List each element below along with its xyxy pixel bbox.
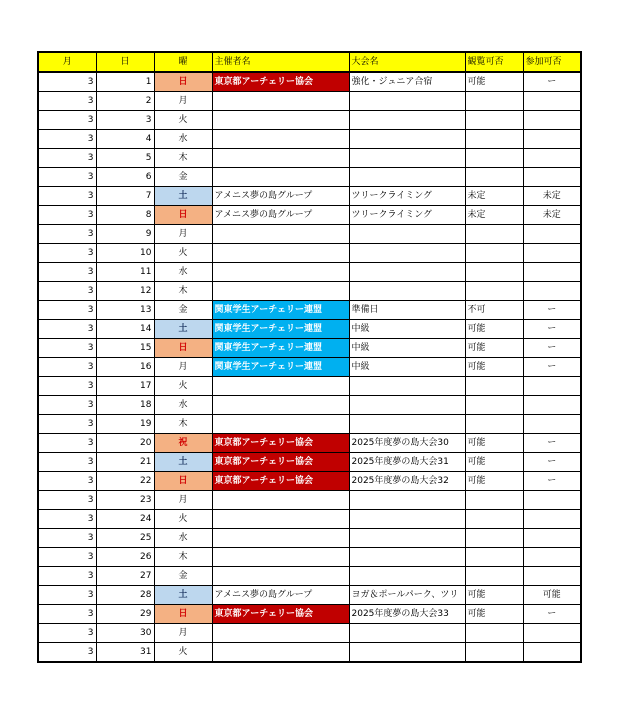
cell-organizer[interactable] (212, 168, 349, 187)
cell-participation[interactable] (523, 624, 581, 643)
cell-participation[interactable] (523, 263, 581, 282)
cell-event[interactable]: 中級 (349, 358, 465, 377)
cell-viewing[interactable] (465, 377, 523, 396)
header-row (38, 52, 581, 72)
cell-viewing[interactable]: 可能 (465, 434, 523, 453)
cell-month[interactable]: 3 (38, 567, 96, 586)
cell-viewing[interactable] (465, 415, 523, 434)
cell-viewing[interactable]: 可能 (465, 586, 523, 605)
cell-month[interactable]: 3 (38, 643, 96, 663)
cell-dow[interactable]: 日 (154, 72, 212, 92)
table-row (38, 263, 581, 282)
cell-viewing[interactable]: 可能 (465, 605, 523, 624)
cell-month[interactable]: 3 (38, 244, 96, 263)
cell-event[interactable]: 中級 (349, 320, 465, 339)
cell-viewing[interactable] (465, 491, 523, 510)
table-row (38, 491, 581, 510)
cell-month[interactable]: 3 (38, 510, 96, 529)
cell-dow[interactable]: 日 (154, 206, 212, 225)
cell-dow[interactable]: 月 (154, 225, 212, 244)
cell-month[interactable]: 3 (38, 282, 96, 301)
cell-day[interactable]: 12 (96, 282, 154, 301)
header-participation[interactable]: 参加可否 (523, 52, 581, 72)
cell-viewing[interactable] (465, 567, 523, 586)
cell-viewing[interactable]: 可能 (465, 453, 523, 472)
cell-dow[interactable]: 金 (154, 301, 212, 320)
cell-organizer[interactable]: 東京都アーチェリー協会 (212, 453, 349, 472)
cell-month[interactable]: 3 (38, 263, 96, 282)
cell-event[interactable] (349, 282, 465, 301)
table-row (38, 282, 581, 301)
cell-organizer[interactable]: 関東学生アーチェリー連盟 (212, 339, 349, 358)
cell-dow[interactable]: 日 (154, 339, 212, 358)
cell-month[interactable]: 3 (38, 605, 96, 624)
cell-event[interactable]: 2025年度夢の島大会32 (349, 472, 465, 491)
cell-dow[interactable]: 金 (154, 168, 212, 187)
cell-viewing[interactable]: 可能 (465, 358, 523, 377)
cell-participation[interactable] (523, 396, 581, 415)
cell-dow[interactable]: 日 (154, 472, 212, 491)
cell-month[interactable]: 3 (38, 92, 96, 111)
event-schedule-table (37, 51, 582, 663)
cell-participation[interactable]: ー (523, 472, 581, 491)
cell-organizer[interactable] (212, 415, 349, 434)
cell-participation[interactable] (523, 415, 581, 434)
cell-event[interactable] (349, 396, 465, 415)
cell-event[interactable] (349, 111, 465, 130)
table-row (38, 301, 581, 320)
cell-dow[interactable]: 月 (154, 358, 212, 377)
table-row (38, 92, 581, 111)
cell-dow[interactable]: 火 (154, 111, 212, 130)
cell-viewing[interactable] (465, 149, 523, 168)
cell-event[interactable] (349, 130, 465, 149)
cell-participation[interactable] (523, 225, 581, 244)
table-row (38, 206, 581, 225)
cell-participation[interactable] (523, 377, 581, 396)
table-row (38, 415, 581, 434)
table-row (38, 187, 581, 206)
cell-dow[interactable]: 水 (154, 396, 212, 415)
cell-dow[interactable]: 火 (154, 377, 212, 396)
cell-dow[interactable]: 木 (154, 415, 212, 434)
cell-organizer[interactable]: 東京都アーチェリー協会 (212, 472, 349, 491)
cell-day[interactable]: 3 (96, 111, 154, 130)
cell-month[interactable]: 3 (38, 491, 96, 510)
cell-day[interactable]: 9 (96, 225, 154, 244)
cell-viewing[interactable] (465, 130, 523, 149)
table-row (38, 149, 581, 168)
cell-month[interactable]: 3 (38, 377, 96, 396)
cell-day[interactable]: 7 (96, 187, 154, 206)
table-row (38, 643, 581, 663)
cell-organizer[interactable] (212, 510, 349, 529)
table-row (38, 586, 581, 605)
table-row (38, 225, 581, 244)
cell-day[interactable]: 8 (96, 206, 154, 225)
cell-organizer[interactable] (212, 244, 349, 263)
cell-month[interactable]: 3 (38, 168, 96, 187)
table-row (38, 529, 581, 548)
cell-month[interactable]: 3 (38, 453, 96, 472)
cell-day[interactable]: 18 (96, 396, 154, 415)
cell-day[interactable]: 30 (96, 624, 154, 643)
cell-month[interactable]: 3 (38, 434, 96, 453)
cell-dow[interactable]: 土 (154, 453, 212, 472)
cell-event[interactable]: 強化・ジュニア合宿 (349, 72, 465, 92)
cell-day[interactable]: 23 (96, 491, 154, 510)
cell-viewing[interactable]: 未定 (465, 187, 523, 206)
cell-participation[interactable]: ー (523, 301, 581, 320)
cell-organizer[interactable]: アメニス夢の島グループ (212, 586, 349, 605)
cell-organizer[interactable]: 関東学生アーチェリー連盟 (212, 358, 349, 377)
cell-event[interactable] (349, 567, 465, 586)
cell-month[interactable]: 3 (38, 130, 96, 149)
cell-month[interactable]: 3 (38, 586, 96, 605)
cell-day[interactable]: 19 (96, 415, 154, 434)
cell-day[interactable]: 22 (96, 472, 154, 491)
cell-month[interactable]: 3 (38, 415, 96, 434)
cell-day[interactable]: 10 (96, 244, 154, 263)
cell-day[interactable]: 27 (96, 567, 154, 586)
cell-day[interactable]: 17 (96, 377, 154, 396)
cell-month[interactable]: 3 (38, 301, 96, 320)
cell-day[interactable]: 2 (96, 92, 154, 111)
cell-dow[interactable]: 土 (154, 586, 212, 605)
cell-day[interactable]: 1 (96, 72, 154, 92)
table-row (38, 72, 581, 92)
cell-organizer[interactable] (212, 225, 349, 244)
cell-organizer[interactable] (212, 396, 349, 415)
cell-event[interactable]: 準備日 (349, 301, 465, 320)
cell-participation[interactable] (523, 149, 581, 168)
cell-month[interactable]: 3 (38, 358, 96, 377)
cell-dow[interactable]: 火 (154, 643, 212, 663)
cell-organizer[interactable] (212, 643, 349, 663)
cell-day[interactable]: 24 (96, 510, 154, 529)
cell-participation[interactable]: ー (523, 339, 581, 358)
cell-participation[interactable]: ー (523, 358, 581, 377)
cell-month[interactable]: 3 (38, 529, 96, 548)
cell-viewing[interactable] (465, 529, 523, 548)
cell-day[interactable]: 25 (96, 529, 154, 548)
table-row (38, 605, 581, 624)
cell-event[interactable]: ツリークライミング (349, 187, 465, 206)
cell-participation[interactable]: 可能 (523, 586, 581, 605)
table-row (38, 472, 581, 491)
cell-dow[interactable]: 土 (154, 187, 212, 206)
table-row (38, 377, 581, 396)
table-row (38, 111, 581, 130)
cell-participation[interactable]: ー (523, 453, 581, 472)
cell-participation[interactable]: 未定 (523, 206, 581, 225)
cell-organizer[interactable]: 関東学生アーチェリー連盟 (212, 320, 349, 339)
cell-viewing[interactable] (465, 643, 523, 663)
cell-participation[interactable] (523, 548, 581, 567)
cell-participation[interactable] (523, 643, 581, 663)
header-event[interactable]: 大会名 (349, 52, 465, 72)
cell-organizer[interactable] (212, 529, 349, 548)
cell-month[interactable]: 3 (38, 339, 96, 358)
cell-participation[interactable] (523, 92, 581, 111)
cell-dow[interactable]: 金 (154, 567, 212, 586)
cell-event[interactable]: 2025年度夢の島大会33 (349, 605, 465, 624)
cell-organizer[interactable] (212, 377, 349, 396)
cell-event[interactable] (349, 225, 465, 244)
cell-day[interactable]: 5 (96, 149, 154, 168)
cell-viewing[interactable] (465, 92, 523, 111)
cell-event[interactable] (349, 244, 465, 263)
cell-month[interactable]: 3 (38, 396, 96, 415)
cell-dow[interactable]: 水 (154, 130, 212, 149)
cell-organizer[interactable] (212, 149, 349, 168)
cell-event[interactable] (349, 92, 465, 111)
cell-organizer[interactable] (212, 111, 349, 130)
table-row (38, 320, 581, 339)
cell-event[interactable] (349, 491, 465, 510)
cell-organizer[interactable] (212, 282, 349, 301)
cell-organizer[interactable] (212, 491, 349, 510)
cell-viewing[interactable]: 可能 (465, 320, 523, 339)
cell-viewing[interactable] (465, 263, 523, 282)
cell-viewing[interactable]: 可能 (465, 472, 523, 491)
cell-event[interactable] (349, 624, 465, 643)
cell-dow[interactable]: 火 (154, 510, 212, 529)
cell-organizer[interactable]: 東京都アーチェリー協会 (212, 72, 349, 92)
cell-dow[interactable]: 月 (154, 92, 212, 111)
table-row (38, 358, 581, 377)
cell-month[interactable]: 3 (38, 320, 96, 339)
cell-organizer[interactable]: 関東学生アーチェリー連盟 (212, 301, 349, 320)
cell-event[interactable] (349, 529, 465, 548)
table-row (38, 453, 581, 472)
cell-event[interactable] (349, 415, 465, 434)
cell-event[interactable] (349, 548, 465, 567)
cell-dow[interactable]: 水 (154, 263, 212, 282)
header-dow[interactable]: 曜 (154, 52, 212, 72)
cell-dow[interactable]: 月 (154, 491, 212, 510)
cell-event[interactable]: ツリークライミング (349, 206, 465, 225)
cell-dow[interactable]: 木 (154, 149, 212, 168)
cell-event[interactable] (349, 263, 465, 282)
table-row (38, 567, 581, 586)
cell-day[interactable]: 28 (96, 586, 154, 605)
cell-organizer[interactable]: 東京都アーチェリー協会 (212, 605, 349, 624)
table-row (38, 624, 581, 643)
cell-organizer[interactable] (212, 567, 349, 586)
cell-dow[interactable]: 木 (154, 282, 212, 301)
cell-participation[interactable] (523, 282, 581, 301)
table-row (38, 434, 581, 453)
cell-month[interactable]: 3 (38, 225, 96, 244)
cell-participation[interactable] (523, 130, 581, 149)
table-row (38, 396, 581, 415)
cell-organizer[interactable] (212, 92, 349, 111)
table-row (38, 339, 581, 358)
cell-event[interactable]: ヨガ＆ポールパーク、ツリ (349, 586, 465, 605)
header-day[interactable]: 日 (96, 52, 154, 72)
cell-day[interactable]: 4 (96, 130, 154, 149)
cell-event[interactable]: 中級 (349, 339, 465, 358)
cell-participation[interactable] (523, 567, 581, 586)
header-month[interactable]: 月 (38, 52, 96, 72)
cell-viewing[interactable]: 不可 (465, 301, 523, 320)
cell-viewing[interactable] (465, 225, 523, 244)
cell-month[interactable]: 3 (38, 72, 96, 92)
cell-day[interactable]: 29 (96, 605, 154, 624)
header-organizer[interactable]: 主催者名 (212, 52, 349, 72)
cell-viewing[interactable]: 可能 (465, 72, 523, 92)
cell-day[interactable]: 14 (96, 320, 154, 339)
cell-event[interactable] (349, 377, 465, 396)
cell-dow[interactable]: 水 (154, 529, 212, 548)
cell-month[interactable]: 3 (38, 111, 96, 130)
cell-participation[interactable] (523, 491, 581, 510)
cell-month[interactable]: 3 (38, 187, 96, 206)
cell-viewing[interactable] (465, 244, 523, 263)
cell-day[interactable]: 16 (96, 358, 154, 377)
cell-viewing[interactable] (465, 510, 523, 529)
cell-participation[interactable]: ー (523, 72, 581, 92)
cell-participation[interactable]: ー (523, 434, 581, 453)
table-row (38, 168, 581, 187)
cell-day[interactable]: 21 (96, 453, 154, 472)
table-row (38, 130, 581, 149)
cell-day[interactable]: 11 (96, 263, 154, 282)
table-row (38, 548, 581, 567)
cell-day[interactable]: 26 (96, 548, 154, 567)
cell-participation[interactable] (523, 111, 581, 130)
cell-organizer[interactable] (212, 624, 349, 643)
cell-participation[interactable] (523, 510, 581, 529)
cell-event[interactable] (349, 168, 465, 187)
header-viewing[interactable]: 観覧可否 (465, 52, 523, 72)
cell-event[interactable] (349, 643, 465, 663)
cell-participation[interactable]: ー (523, 320, 581, 339)
cell-viewing[interactable] (465, 548, 523, 567)
cell-dow[interactable]: 火 (154, 244, 212, 263)
cell-viewing[interactable] (465, 282, 523, 301)
table-row (38, 244, 581, 263)
cell-viewing[interactable] (465, 111, 523, 130)
cell-event[interactable] (349, 510, 465, 529)
cell-participation[interactable] (523, 529, 581, 548)
cell-dow[interactable]: 木 (154, 548, 212, 567)
cell-dow[interactable]: 祝 (154, 434, 212, 453)
cell-event[interactable]: 2025年度夢の島大会30 (349, 434, 465, 453)
cell-viewing[interactable] (465, 168, 523, 187)
cell-viewing[interactable]: 未定 (465, 206, 523, 225)
cell-participation[interactable]: ー (523, 605, 581, 624)
cell-participation[interactable]: 未定 (523, 187, 581, 206)
cell-month[interactable]: 3 (38, 472, 96, 491)
cell-month[interactable]: 3 (38, 149, 96, 168)
cell-day[interactable]: 6 (96, 168, 154, 187)
cell-month[interactable]: 3 (38, 206, 96, 225)
cell-viewing[interactable] (465, 624, 523, 643)
cell-day[interactable]: 31 (96, 643, 154, 663)
cell-viewing[interactable] (465, 396, 523, 415)
cell-dow[interactable]: 土 (154, 320, 212, 339)
cell-day[interactable]: 20 (96, 434, 154, 453)
cell-organizer[interactable] (212, 263, 349, 282)
cell-day[interactable]: 15 (96, 339, 154, 358)
table-row (38, 510, 581, 529)
cell-participation[interactable] (523, 168, 581, 187)
cell-organizer[interactable] (212, 548, 349, 567)
cell-organizer[interactable]: アメニス夢の島グループ (212, 206, 349, 225)
cell-month[interactable]: 3 (38, 548, 96, 567)
cell-participation[interactable] (523, 244, 581, 263)
cell-organizer[interactable]: 東京都アーチェリー協会 (212, 434, 349, 453)
cell-day[interactable]: 13 (96, 301, 154, 320)
cell-organizer[interactable] (212, 130, 349, 149)
cell-dow[interactable]: 日 (154, 605, 212, 624)
cell-dow[interactable]: 月 (154, 624, 212, 643)
cell-viewing[interactable]: 可能 (465, 339, 523, 358)
cell-organizer[interactable]: アメニス夢の島グループ (212, 187, 349, 206)
cell-month[interactable]: 3 (38, 624, 96, 643)
cell-event[interactable]: 2025年度夢の島大会31 (349, 453, 465, 472)
cell-event[interactable] (349, 149, 465, 168)
